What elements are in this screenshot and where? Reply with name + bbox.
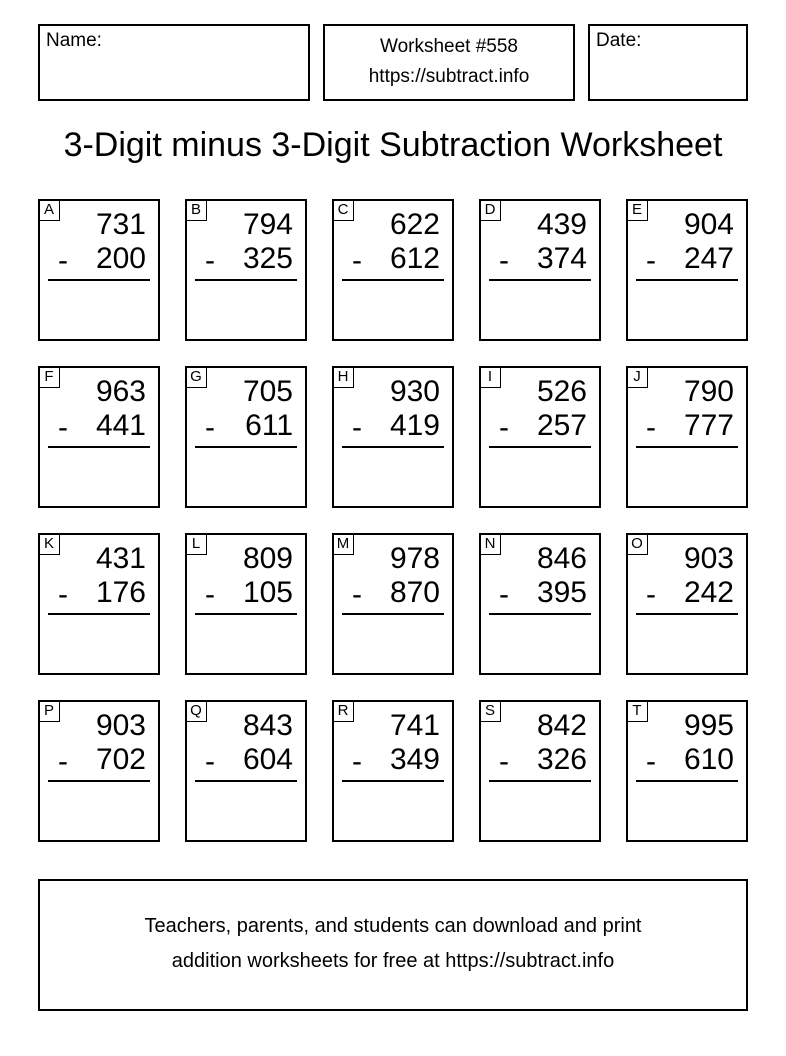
answer-line [195,780,297,782]
problem-letter: J [626,366,648,388]
minuend: 705 [242,375,293,408]
problem-box [626,700,748,842]
page-title: 3-Digit minus 3-Digit Subtraction Worksheet [63,126,723,164]
problem-box [185,199,307,341]
problem-letter: D [479,199,501,221]
answer-line [489,780,591,782]
problem-box [332,199,454,341]
date-field-box [588,24,748,101]
problem-box [332,700,454,842]
answer-line [636,446,738,448]
problem-box [479,199,601,341]
problem-letter: A [38,199,60,221]
subtrahend: 419 [389,409,440,442]
minus-sign: - [205,745,215,778]
answer-line [195,279,297,281]
problem-letter: R [332,700,354,722]
minus-sign: - [352,411,362,444]
minuend: 794 [242,208,293,241]
problem-letter: I [479,366,501,388]
answer-line [342,780,444,782]
problem-box [185,366,307,508]
problem-box [479,366,601,508]
problem-box [332,366,454,508]
problem-letter: E [626,199,648,221]
subtrahend: 325 [242,242,293,275]
footer-line-1: Teachers, parents, and students can download and print [144,915,642,937]
answer-line [48,613,150,615]
site-url: https://subtract.info [368,66,530,87]
subtrahend: 604 [242,743,293,776]
problem-letter: T [626,700,648,722]
minuend: 903 [683,542,734,575]
minuend: 439 [536,208,587,241]
minuend: 622 [389,208,440,241]
problem-box [332,533,454,675]
problem-box [479,533,601,675]
problem-box [626,366,748,508]
problem-letter: Q [185,700,207,722]
minus-sign: - [58,578,68,611]
problem-box [626,199,748,341]
problem-box [626,533,748,675]
minuend: 930 [389,375,440,408]
subtrahend: 105 [242,576,293,609]
minuend: 809 [242,542,293,575]
answer-line [342,279,444,281]
subtrahend: 777 [683,409,734,442]
answer-line [636,279,738,281]
problem-letter: F [38,366,60,388]
minus-sign: - [58,244,68,277]
minus-sign: - [646,244,656,277]
subtrahend: 611 [245,409,293,442]
subtrahend: 395 [536,576,587,609]
footer-line-2: addition worksheets for free at https://subtract.info [171,950,615,972]
subtrahend: 702 [95,743,146,776]
minuend: 731 [95,208,146,241]
subtrahend: 176 [95,576,146,609]
subtrahend: 257 [536,409,587,442]
problem-box [38,700,160,842]
answer-line [195,446,297,448]
minuend: 741 [389,709,440,742]
minus-sign: - [58,411,68,444]
subtrahend: 242 [683,576,734,609]
minuend: 846 [536,542,587,575]
problem-box [38,533,160,675]
minuend: 431 [95,542,146,575]
answer-line [195,613,297,615]
name-field-box [38,24,310,101]
footer-box [38,879,748,1011]
answer-line [48,279,150,281]
minus-sign: - [499,244,509,277]
problem-letter: S [479,700,501,722]
answer-line [48,446,150,448]
minus-sign: - [499,578,509,611]
name-label: Name: [46,30,102,51]
problem-box [479,700,601,842]
subtrahend: 441 [95,409,146,442]
minuend: 526 [536,375,587,408]
minus-sign: - [352,578,362,611]
minus-sign: - [646,411,656,444]
minus-sign: - [205,578,215,611]
problem-letter: M [332,533,354,555]
problem-box [38,366,160,508]
problem-letter: B [185,199,207,221]
answer-line [489,446,591,448]
answer-line [489,279,591,281]
answer-line [48,780,150,782]
minus-sign: - [646,578,656,611]
problem-letter: L [185,533,207,555]
subtrahend: 247 [683,242,734,275]
minuend: 842 [536,709,587,742]
minuend: 843 [242,709,293,742]
minus-sign: - [352,745,362,778]
minus-sign: - [58,745,68,778]
minuend: 790 [683,375,734,408]
minus-sign: - [499,745,509,778]
minus-sign: - [205,411,215,444]
problem-box [38,199,160,341]
problem-letter: K [38,533,60,555]
minuend: 963 [95,375,146,408]
subtrahend: 612 [389,242,440,275]
minuend: 995 [683,709,734,742]
minus-sign: - [205,244,215,277]
subtrahend: 349 [389,743,440,776]
subtrahend: 200 [95,242,146,275]
subtrahend: 870 [389,576,440,609]
minus-sign: - [646,745,656,778]
problem-letter: O [626,533,648,555]
date-label: Date: [596,30,642,51]
problem-letter: H [332,366,354,388]
minuend: 978 [389,542,440,575]
subtrahend: 326 [536,743,587,776]
answer-line [342,613,444,615]
problem-letter: P [38,700,60,722]
problem-letter: N [479,533,501,555]
problem-box [185,533,307,675]
answer-line [636,780,738,782]
problem-box [185,700,307,842]
minuend: 904 [683,208,734,241]
worksheet-info-box [323,24,575,101]
answer-line [342,446,444,448]
problem-letter: G [185,366,207,388]
subtrahend: 374 [536,242,587,275]
subtrahend: 610 [683,743,734,776]
problem-letter: C [332,199,354,221]
worksheet-id: Worksheet #558 [379,36,518,57]
minus-sign: - [352,244,362,277]
minus-sign: - [499,411,509,444]
answer-line [636,613,738,615]
minuend: 903 [95,709,146,742]
answer-line [489,613,591,615]
